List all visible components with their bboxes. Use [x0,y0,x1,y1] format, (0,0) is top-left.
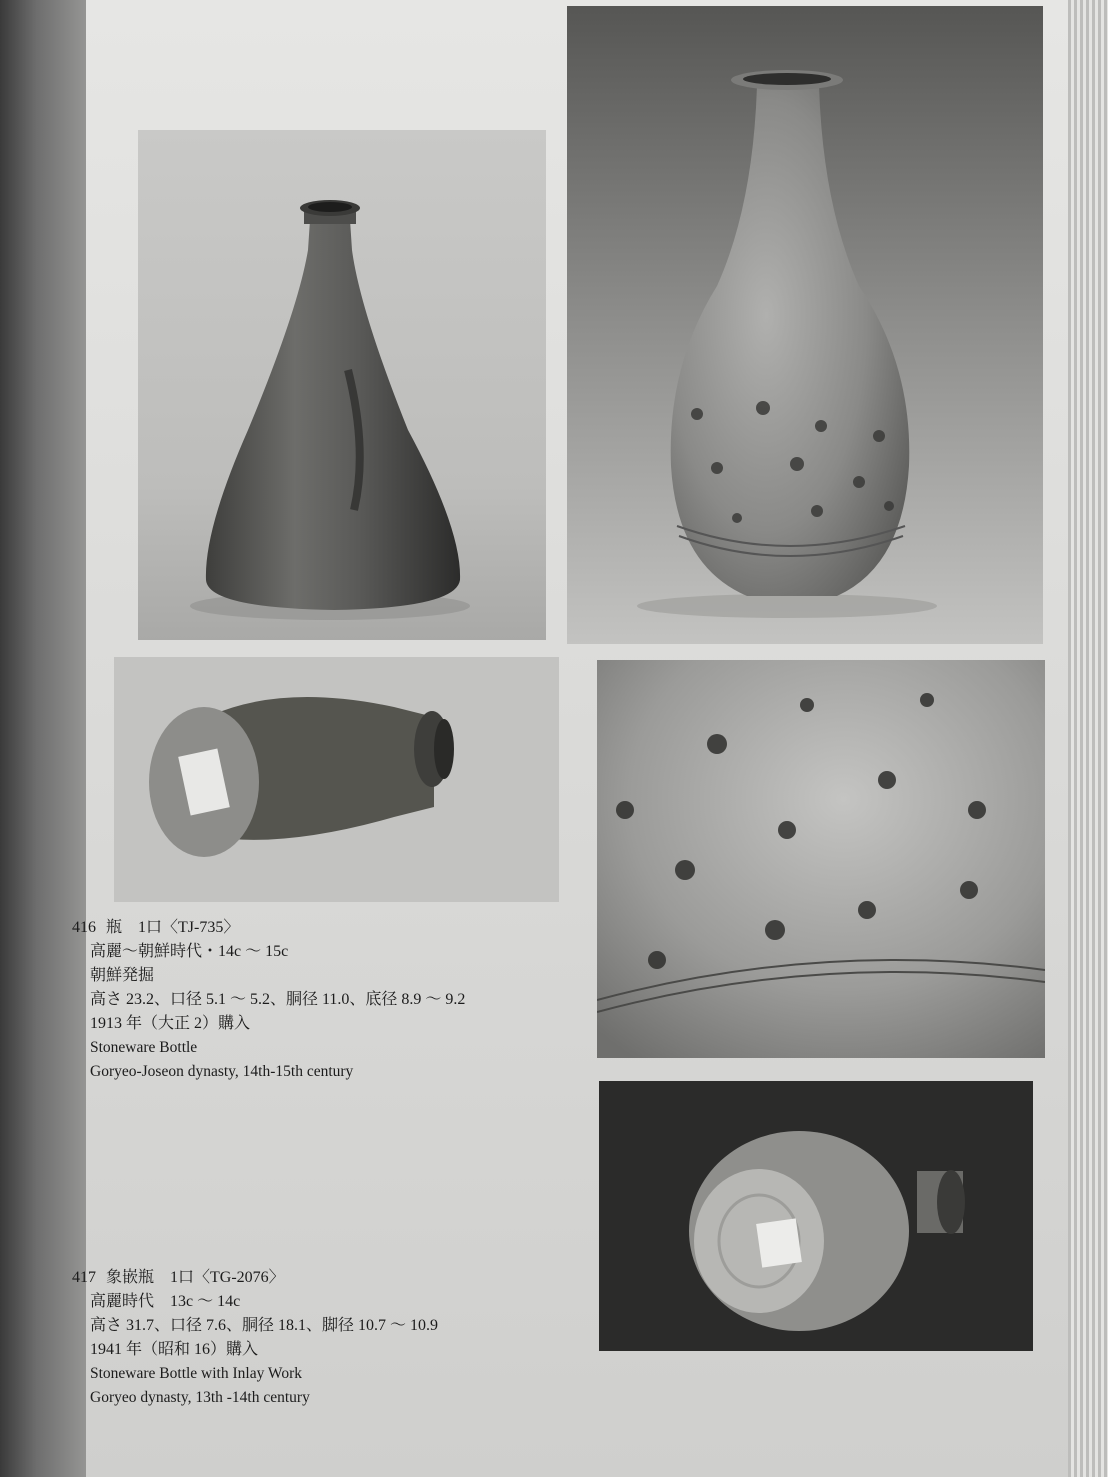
photo-417-bottle-standing [567,6,1043,644]
photo-417-bottle-base [599,1081,1033,1351]
item-note: 朝鮮発掘 [90,967,155,984]
item-number: 416 [72,919,96,936]
item-title: 象嵌瓶 1口〈TG-2076〉 [106,1269,285,1286]
photo-417-inlay-detail [597,660,1045,1058]
item-english-period: Goryeo-Joseon dynasty, 14th-15th century [90,1063,354,1080]
page-stack-edge [1068,0,1108,1477]
caption-417 [72,1266,438,1410]
item-number: 417 [72,1269,96,1286]
item-english-title: Stoneware Bottle with Inlay Work [90,1365,302,1382]
item-english-period: Goryeo dynasty, 13th -14th century [90,1389,310,1406]
caption-416-heading [72,916,465,940]
left-page-edge [0,0,92,1477]
caption-416 [72,916,465,1084]
item-dimensions: 高さ 23.2、口径 5.1 ～ 5.2、胴径 11.0、底径 8.9 ～ 9.2 [90,991,466,1008]
item-dimensions: 高さ 31.7、口径 7.6、胴径 18.1、脚径 10.7 ～ 10.9 [90,1317,439,1334]
caption-417-heading [72,1266,438,1290]
item-period: 高麗～朝鮮時代・14c ～ 15c [90,943,289,960]
item-acquired: 1913 年（大正 2）購入 [90,1015,251,1032]
item-period: 高麗時代 13c ～ 14c [90,1293,241,1310]
item-title: 瓶 1口〈TJ-735〉 [106,919,240,936]
item-english-title: Stoneware Bottle [90,1039,198,1056]
item-acquired: 1941 年（昭和 16）購入 [90,1341,259,1358]
photo-416-bottle-base [114,657,559,902]
photo-416-bottle-standing [138,130,546,640]
